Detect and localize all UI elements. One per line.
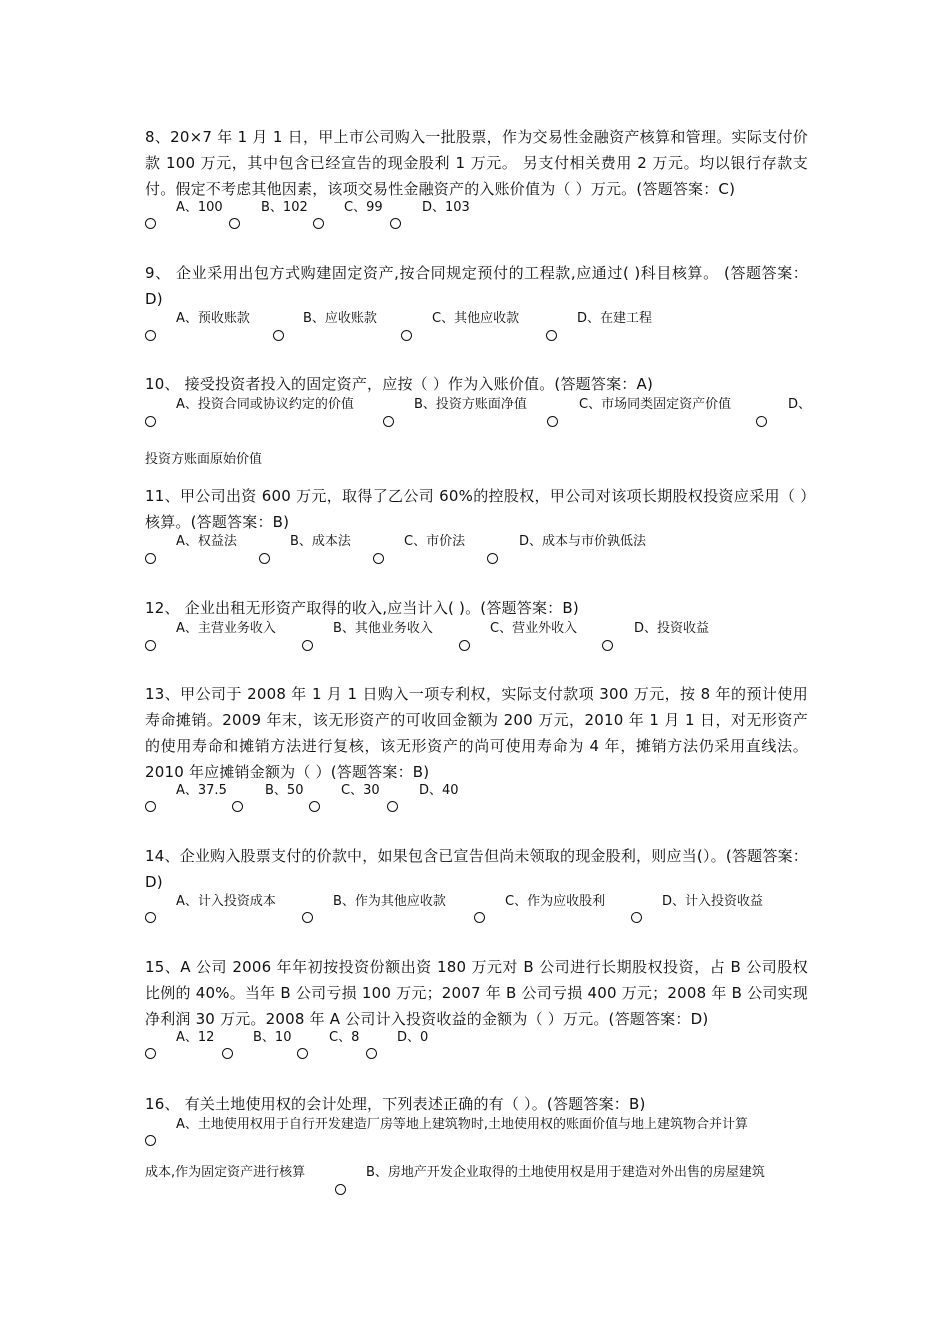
radio-16-a[interactable]: [145, 1135, 156, 1146]
option-13-c: C、30: [341, 783, 380, 798]
option-14-c: C、作为应收股利: [505, 894, 606, 909]
option-9-d: D、在建工程: [577, 311, 653, 326]
radio-14-b[interactable]: [302, 912, 313, 923]
option-11-d: D、成本与市价孰低法: [519, 534, 647, 549]
radio-12-c[interactable]: [459, 640, 470, 651]
radio-8-a[interactable]: [145, 218, 156, 229]
radio-8-b[interactable]: [229, 218, 240, 229]
option-14-a: A、计入投资成本: [176, 894, 276, 909]
radio-11-d[interactable]: [487, 553, 498, 564]
option-11-a: A、权益法: [176, 534, 237, 549]
question-13-text: 13、甲公司于 2008 年 1 月 1 日购入一项专利权，实际支付款项 300 万元，按 8 年的预计使用寿命摊销。2009 年末，该无形资产的可收回金额为 200 万元，2010 年 1 月 1 日，对无形资产的使用寿命和摊销方法进行复核，该无形资产的尚可使用寿命为 4 年，摊销方法仍采用直线法。2010 年应摊销金额为（ ）(答题答案：B): [145, 685, 808, 781]
radio-15-b[interactable]: [222, 1048, 233, 1059]
option-12-b: B、其他业务收入: [333, 621, 433, 636]
option-10-a: A、投资合同或协议约定的价值: [176, 397, 354, 412]
radio-13-c[interactable]: [309, 801, 320, 812]
radio-10-a[interactable]: [145, 416, 156, 427]
radio-8-d[interactable]: [390, 218, 401, 229]
radio-15-a[interactable]: [145, 1048, 156, 1059]
radio-10-b[interactable]: [383, 416, 394, 427]
option-8-c: C、99: [344, 200, 383, 215]
radio-9-c[interactable]: [401, 330, 412, 341]
option-12-d: D、投资收益: [634, 621, 710, 636]
radio-11-b[interactable]: [259, 553, 270, 564]
radio-9-d[interactable]: [546, 330, 557, 341]
question-16-text: 16、 有关土地使用权的会计处理，下列表述正确的有（ ）。(答题答案：B): [145, 1095, 646, 1113]
option-9-c: C、其他应收款: [432, 311, 520, 326]
radio-15-d[interactable]: [366, 1048, 377, 1059]
radio-14-d[interactable]: [631, 912, 642, 923]
option-10-c: C、市场同类固定资产价值: [579, 397, 732, 412]
option-15-b: B、10: [253, 1030, 292, 1045]
option-16-a-continuation: 成本,作为固定资产进行核算: [145, 1165, 306, 1180]
option-12-a: A、主营业务收入: [176, 621, 276, 636]
radio-12-b[interactable]: [302, 640, 313, 651]
option-8-a: A、100: [176, 200, 223, 215]
radio-14-a[interactable]: [145, 912, 156, 923]
question-8-text: 8、20×7 年 1 月 1 日，甲上市公司购入一批股票，作为交易性金融资产核算和管理。实际支付价款 100 万元，其中包含已经宣告的现金股利 1 万元。 另支付相关费用 2 万元。均以银行存款支付。假定不考虑其他因素，该项交易性金融资产的入账价值为（ ）万元。(答题答案：C): [145, 128, 808, 198]
radio-10-d[interactable]: [756, 416, 767, 427]
radio-11-c[interactable]: [373, 553, 384, 564]
radio-14-c[interactable]: [474, 912, 485, 923]
option-13-a: A、37.5: [176, 783, 227, 798]
option-16-b: B、房地产开发企业取得的土地使用权是用于建造对外出售的房屋建筑: [366, 1165, 765, 1180]
option-8-d: D、103: [422, 200, 470, 215]
radio-15-c[interactable]: [297, 1048, 308, 1059]
option-15-d: D、0: [397, 1030, 429, 1045]
radio-11-a[interactable]: [145, 553, 156, 564]
radio-13-a[interactable]: [145, 801, 156, 812]
option-13-b: B、50: [265, 783, 304, 798]
radio-13-b[interactable]: [232, 801, 243, 812]
option-12-c: C、营业外收入: [490, 621, 578, 636]
radio-10-c[interactable]: [547, 416, 558, 427]
option-10-d-continuation: 投资方账面原始价值: [145, 452, 263, 467]
option-10-b: B、投资方账面净值: [414, 397, 527, 412]
radio-13-d[interactable]: [387, 801, 398, 812]
radio-8-c[interactable]: [313, 218, 324, 229]
option-14-d: D、计入投资收益: [662, 894, 764, 909]
option-11-b: B、成本法: [290, 534, 351, 549]
question-15-text: 15、A 公司 2006 年年初按投资份额出资 180 万元对 B 公司进行长期股权投资，占 B 公司股权比例的 40%。当年 B 公司亏损 100 万元；2007 年 B 公司亏损 400 万元；2008 年 B 公司实现净利润 30 万元。2008 年 A 公司计入投资收益的金额为（ ）万元。(答题答案：D): [145, 958, 808, 1028]
radio-12-d[interactable]: [602, 640, 613, 651]
radio-9-b[interactable]: [273, 330, 284, 341]
radio-9-a[interactable]: [145, 330, 156, 341]
option-15-a: A、12: [176, 1030, 215, 1045]
option-16-a: A、土地使用权用于自行开发建造厂房等地上建筑物时,土地使用权的账面价值与地上建筑物合并计算: [176, 1117, 749, 1132]
question-9-text: 9、 企业采用出包方式购建固定资产,按合同规定预付的工程款,应通过( )科目核算。 (答题答案：D): [145, 264, 808, 308]
radio-12-a[interactable]: [145, 640, 156, 651]
option-14-b: B、作为其他应收款: [333, 894, 446, 909]
option-11-c: C、市价法: [404, 534, 466, 549]
option-13-d: D、40: [419, 783, 459, 798]
question-10-text: 10、 接受投资者投入的固定资产，应按（ ）作为入账价值。(答题答案：A): [145, 375, 653, 393]
question-14-text: 14、企业购入股票支付的价款中，如果包含已宣告但尚未领取的现金股利，则应当(）。(答题答案：D): [145, 847, 808, 891]
option-8-b: B、102: [261, 200, 308, 215]
option-9-a: A、预收账款: [176, 311, 250, 326]
question-12-text: 12、 企业出租无形资产取得的收入,应当计入( )。(答题答案：B): [145, 599, 579, 617]
radio-16-b[interactable]: [335, 1184, 346, 1195]
question-11-text: 11、甲公司出资 600 万元，取得了乙公司 60%的控股权，甲公司对该项长期股权投资应采用（ ）核算。(答题答案：B): [145, 487, 808, 531]
option-9-b: B、应收账款: [303, 311, 377, 326]
option-10-d: D、: [788, 397, 812, 412]
option-15-c: C、8: [329, 1030, 360, 1045]
